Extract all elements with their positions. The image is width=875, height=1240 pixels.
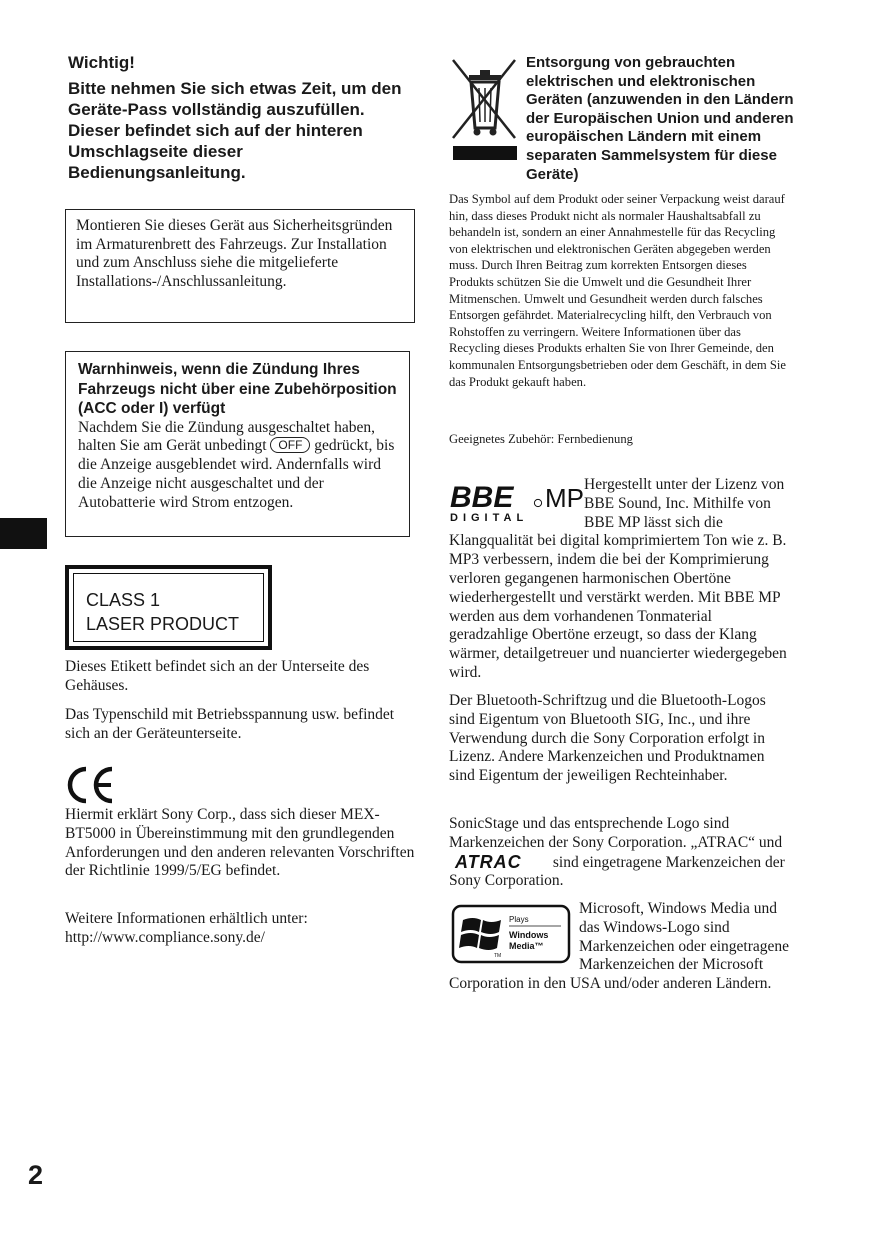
warning-body-end: gedrückt, bis die Anzeige ausgeblendet wird. Andernfalls wird die Anzeige nicht ausgeschaltet und der Autobatterie wird Strom entzogen.: [78, 437, 395, 511]
warning-title: Warnhinweis, wenn die Zündung Ihres Fahrzeugs nicht über eine Zubehörposition (ACC oder I) verfügt: [78, 361, 397, 417]
bbe-logo-text: BBE: [450, 481, 514, 514]
off-button-symbol: OFF: [270, 437, 310, 453]
warning-body-start: Nachdem Sie die Zündung ausgeschaltet haben, halten Sie am Gerät unbedingt: [78, 418, 375, 455]
sonicstage-trademark: [449, 815, 794, 891]
more-info-text: Weitere Informationen erhältlich unter: http://www.compliance.sony.de/: [65, 910, 308, 946]
sonicstage-text-end: sind eingetragene Markenzeichen der Sony Corporation.: [449, 853, 785, 890]
important-heading: Wichtig!: [68, 53, 135, 72]
laser-product-label: [65, 565, 272, 650]
ce-mark-icon: [66, 765, 116, 805]
laser-product-text: LASER PRODUCT: [86, 614, 240, 634]
wm-logo-plays: Plays: [509, 915, 529, 924]
wm-logo-media: Media™: [509, 941, 544, 951]
bbe-logo-digital: DIGITAL: [450, 512, 529, 524]
bbe-license-text: Hergestellt unter der Lizenz von BBE Sound, Inc. Mithilfe von BBE MP lässt sich die Klangqualität bei digital komprimiertem Ton wie z. B. MP3 verbessern, indem die bei der Komprimierung verloren gegangenen harmonischen Obertöne wiederhergestellt und verstärkt werden. Mit BBE MP werden aus dem vorhandenen Tonmaterial geradzahlige Obertöne erzeugt, so dass der Klang wärmer, detailgetreuer und nuancierter wiedergegeben wird.: [449, 476, 787, 681]
windows-media-trademark: Microsoft, Windows Media und das Windows-Logo sind Markenzeichen oder eingetragene Markenzeichen der Microsoft Corporation in den USA und/oder anderen Ländern.: [449, 900, 789, 993]
conformity-declaration: Hiermit erklärt Sony Corp., dass sich dieser MEX-BT5000 in Übereinstimmung mit den grundlegenden Anforderungen und den anderen relevanten Vorschriften der Richtlinie 1999/5/EG befindet.: [65, 806, 415, 880]
mount-notice-text: Montieren Sie dieses Gerät aus Sicherheitsgründen im Armaturenbrett des Fahrzeugs. Zur Installation und zum Anschluss siehe die mitgelieferte Installations-/Anschlussanleitung.: [76, 217, 393, 291]
bbe-logo-mp: MP: [545, 483, 584, 513]
wm-logo-windows: Windows: [509, 930, 549, 940]
crossed-bin-icon: [449, 56, 521, 162]
weee-disposal-title: Entsorgung von gebrauchten elektrischen und elektronischen Geräten (anzuwenden in den Ländern der Europäischen Union und anderen europäischen Ländern mit einem separaten Sammelsystem für diese Geräte): [526, 54, 794, 183]
ignition-warning-box: [65, 351, 410, 537]
page-number: 2: [28, 1160, 44, 1190]
bbe-mp-digital-logo: [449, 480, 584, 524]
atrac-logo: [453, 853, 545, 870]
bluetooth-trademark: Der Bluetooth-Schriftzug und die Bluetooth-Logos sind Eigentum von Bluetooth SIG, Inc., und ihre Verwendung durch die Sony Corporation erfolgt in Lizenz. Andere Markenzeichen und Produktnamen sind Eigentum der jeweiligen Rechteinhaber.: [449, 692, 766, 785]
sonicstage-text-start: SonicStage und das entsprechende Logo sind Markenzeichen der Sony Corporation. „ATRAC“ und: [449, 815, 783, 851]
mount-notice-box: [65, 209, 415, 323]
warning-body: [78, 419, 397, 513]
nameplate-note: Das Typenschild mit Betriebsspannung usw. befindet sich an der Geräteunterseite.: [65, 706, 395, 742]
wm-logo-tm: TM: [494, 953, 502, 959]
laser-class-text: CLASS 1: [86, 590, 161, 610]
weee-disposal-body: Das Symbol auf dem Produkt oder seiner Verpackung weist darauf hin, dass dieses Produkt nicht als normaler Haushaltsabfall zu behandeln ist, sondern an einer Annahmestelle für das Recycling von elektrischen und elektronischen Geräten abgegeben werden muss. Durch Ihren Beitrag zum korrekten Entsorgen dieses Produkts schützen Sie die Umwelt und die Gesundheit Ihrer Mitmenschen. Umwelt und Gesundheit werden durch falsches Entsorgen gefährdet. Materialrecycling hilft, den Verbrauch von Rohstoffen zu verringern. Weitere Informationen über das Recycling dieses Produkts erhalten Sie von Ihrer Gemeinde, den kommunalen Entsorgungsbetrieben oder dem Geschäft, in dem Sie das Produkt gekauft haben.: [449, 192, 786, 389]
atrac-logo-text: ATRAC: [455, 851, 522, 872]
plays-windows-media-logo: [451, 904, 571, 964]
label-location-note: Dieses Etikett befindet sich an der Unterseite des Gehäuses.: [65, 658, 370, 694]
section-tab-marker: [0, 518, 47, 549]
accessory-note: Geeignetes Zubehör: Fernbedienung: [449, 432, 633, 446]
important-notice: Bitte nehmen Sie sich etwas Zeit, um den Geräte-Pass vollständig auszufüllen. Dieser befindet sich auf der hinteren Umschlagseite dieser Bedienungsanleitung.: [68, 79, 402, 182]
